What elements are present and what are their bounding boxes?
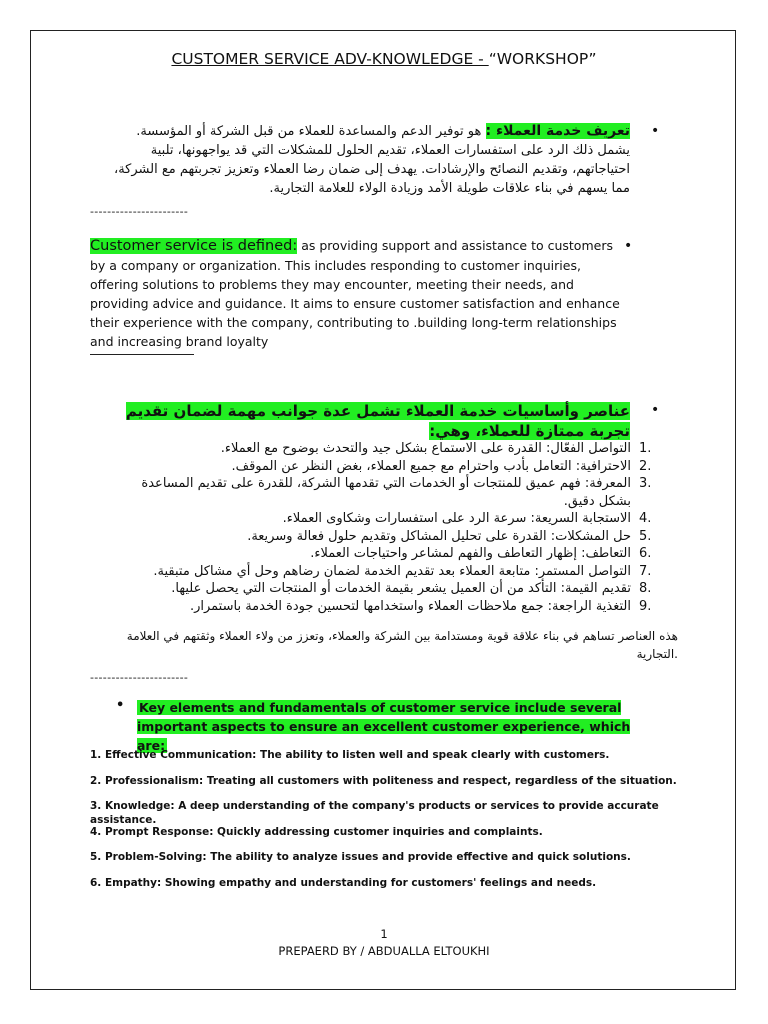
arabic-elements-heading-text: عناصر وأساسيات خدمة العملاء تشمل عدة جوانب مهمة لضمان تقديم تجربة ممتازة للعملاء، وهي: xyxy=(125,402,630,440)
list-item: 2. Professionalism: Treating all customers with politeness and respect, regardless of the situation. xyxy=(90,774,677,787)
bullet-icon: • xyxy=(651,402,660,418)
separator: ----------------------- xyxy=(90,671,189,684)
arabic-definition xyxy=(110,122,630,198)
arabic-elements-heading xyxy=(110,401,630,441)
english-elements-heading-text: Key elements and fundamentals of customer service include several important aspects to ensure an excellent customer experience, which are: xyxy=(137,700,631,753)
list-item: 4. الاستجابة السريعة: سرعة الرد على استفسارات وشكاوى العملاء. xyxy=(282,511,652,526)
english-definition-text: as providing support and assistance to customers by a company or organization. This includes responding to customer inquiries, offering solutions to problems they may encounter, meeting their needs, and providing advice and guidance. It aims to ensure customer satisfaction and enhance their experience with the company, contributing to .building long-term relationships and increasing brand loyalty xyxy=(90,238,620,349)
page-number: 1 xyxy=(380,927,388,941)
bullet-icon: • xyxy=(624,238,633,254)
arabic-elements-note: هذه العناصر تساهم في بناء علاقة قوية ومستدامة بين الشركة والعملاء، وتعزز من ولاء العملاء وثقتهم في العلامة .التجارية xyxy=(126,629,678,661)
title-workshop: “WORKSHOP” xyxy=(488,50,597,68)
english-elements-heading xyxy=(137,698,649,755)
document-title xyxy=(0,50,768,68)
english-definition-lead: Customer service is defined: xyxy=(90,238,298,254)
arabic-elements-list xyxy=(110,440,665,615)
separator: ----------------------- xyxy=(90,205,189,218)
underline-divider xyxy=(90,354,194,355)
list-item: 2. الاحترافية: التعامل بأدب واحترام مع جميع العملاء، بغض النظر عن الموقف. xyxy=(231,458,652,474)
list-item: 1. Effective Communication: The ability to listen well and speak clearly with customers. xyxy=(90,749,610,761)
list-item: 7. التواصل المستمر: متابعة العملاء بعد تقديم الخدمة لضمان رضاهم وحل أي مشاكل متبقية. xyxy=(153,563,652,579)
english-elements-list xyxy=(90,748,690,902)
bullet-icon: • xyxy=(651,123,660,139)
list-item: 6. Empathy: Showing empathy and understanding for customers' feelings and needs. xyxy=(90,876,597,889)
list-item: 6. التعاطف: إظهار التعاطف والفهم لمشاعر واحتياجات العملاء. xyxy=(310,546,652,561)
arabic-definition-text: هو توفير الدعم والمساعدة للعملاء من قبل الشركة أو المؤسسة. يشمل ذلك الرد على استفسارات العملاء، تقديم الحلول للمشكلات التي قد يواجهونها، تلبية احتياجاتهم، وتقديم النصائح والإرشادات. يهدف إلى ضمان رضا العملاء وتعزيز تجربتهم مع الشركة، مما يسهم في بناء علاقات طويلة الأمد وزيادة الولاء للعلامة التجارية. xyxy=(114,124,630,196)
list-item: 3. المعرفة: فهم عميق للمنتجات أو الخدمات التي تقدمها الشركة، للقدرة على تقديم المساعدة بشكل دقيق. xyxy=(141,476,652,509)
list-item: 5. Problem-Solving: The ability to analyze issues and provide effective and quick solutions. xyxy=(90,851,631,864)
list-item: 8. تقديم القيمة: التأكد من أن العميل يشعر بقيمة الخدمات أو المنتجات التي يحصل عليها. xyxy=(171,581,652,596)
english-definition xyxy=(90,236,633,351)
list-item: 5. حل المشكلات: القدرة على تحليل المشاكل وتقديم حلول فعالة وسريعة. xyxy=(247,528,652,544)
title-underlined: CUSTOMER SERVICE ADV-KNOWLEDGE - xyxy=(171,50,489,68)
bullet-icon: • xyxy=(116,698,125,713)
list-item: 3. Knowledge: A deep understanding of the company's products or services to provide accurate assistance. xyxy=(90,800,659,827)
list-item: 9. التغذية الراجعة: جمع ملاحظات العملاء واستخدامها لتحسين جودة الخدمة باستمرار. xyxy=(189,598,652,614)
prepared-by: PREPAERD BY / ABDUALLA ELTOUKHI xyxy=(278,944,490,958)
list-item: 4. Prompt Response: Quickly addressing customer inquiries and complaints. xyxy=(90,825,543,838)
arabic-definition-lead: تعريف خدمة العملاء : xyxy=(485,123,630,139)
list-item: 1. التواصل الفعّال: القدرة على الاستماع بشكل جيد والتحدث بوضوح مع العملاء. xyxy=(220,441,652,456)
